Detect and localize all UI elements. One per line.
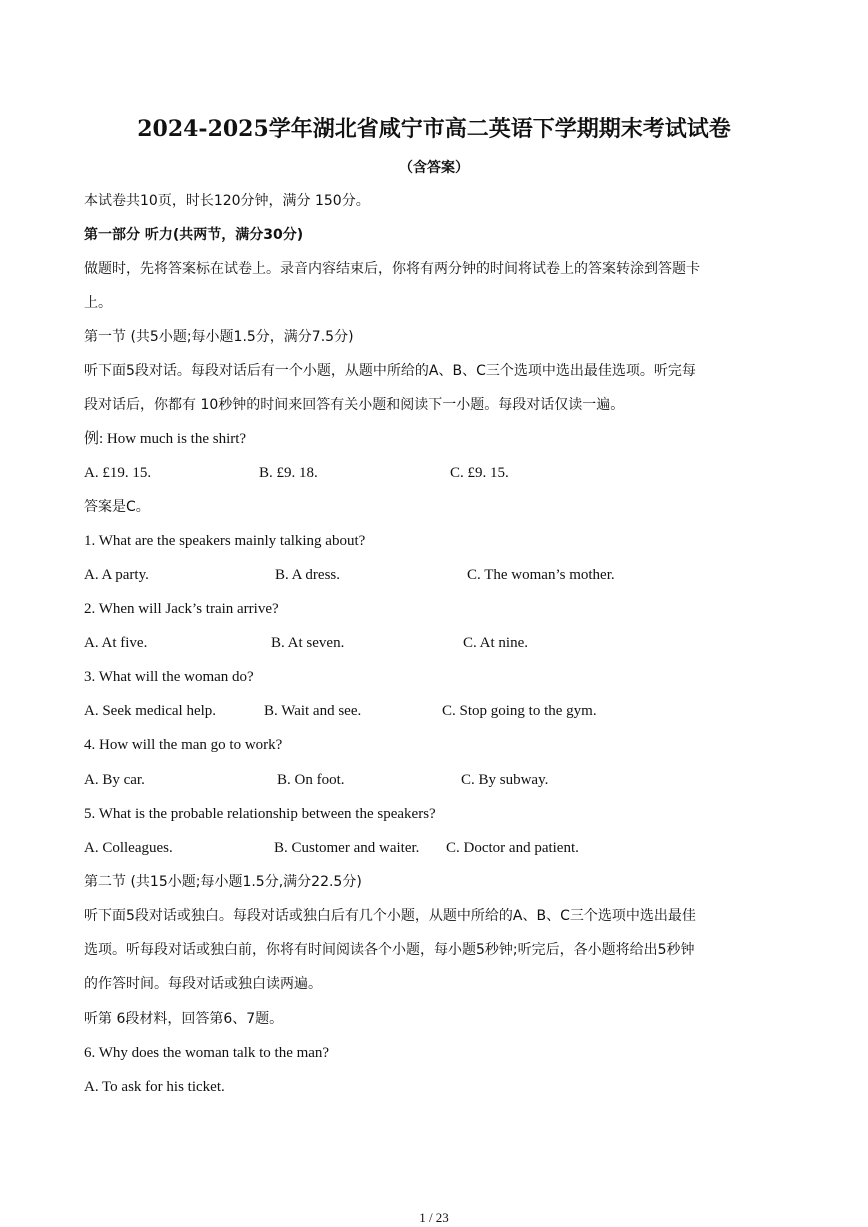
option-b: B. Customer and waiter. (274, 840, 420, 856)
option-a: A. At five. (84, 635, 148, 651)
question-3-options (84, 702, 784, 720)
option-b: B. At seven. (271, 635, 345, 651)
question-6: 6. Why does the woman talk to the man? (84, 1045, 330, 1061)
exam-subtitle: （含答案） (399, 160, 469, 176)
example-question: 例: How much is the shirt? (84, 431, 247, 447)
option-a: A. Seek medical help. (84, 703, 217, 719)
section2-instruction-line2: 选项。听每段对话或独白前，你将有时间阅读各个小题，每小题5秒钟;听完后，各小题将给出5秒钟 (84, 942, 695, 958)
section2-instruction-line1: 听下面5段对话或独白。每段对话或独白后有几个小题，从题中所给的A、B、C三个选项中选出最佳 (84, 908, 696, 924)
option-c: C. £9. 15. (450, 465, 509, 481)
option-c: C. Stop going to the gym. (442, 703, 597, 719)
material-note: 听第 6段材料，回答第6、7题。 (84, 1011, 284, 1027)
question-5-options (84, 839, 784, 857)
option-b: B. A dress. (275, 567, 341, 583)
part1-instruction-line2: 上。 (84, 295, 112, 311)
example-options (84, 464, 784, 482)
question-1: 1. What are the speakers mainly talking about? (84, 533, 366, 549)
question-6-option-a: A. To ask for his ticket. (84, 1079, 225, 1095)
section2-heading: 第二节 (共15小题;每小题1.5分,满分22.5分) (84, 874, 362, 890)
question-4: 4. How will the man go to work? (84, 737, 283, 753)
exam-intro: 本试卷共10页，时长120分钟，满分 150分。 (84, 193, 370, 209)
option-c: C. Doctor and patient. (446, 840, 579, 856)
question-5: 5. What is the probable relationship between the speakers? (84, 806, 436, 822)
section1-instruction-line2: 段对话后，你都有 10秒钟的时间来回答有关小题和阅读下一小题。每段对话仅读一遍。 (84, 397, 625, 413)
question-1-options (84, 566, 784, 584)
option-b: B. On foot. (277, 772, 345, 788)
option-a: A. By car. (84, 772, 145, 788)
option-c: C. By subway. (461, 772, 549, 788)
question-4-options (84, 771, 784, 789)
question-2: 2. When will Jack’s train arrive? (84, 601, 279, 617)
option-c: C. At nine. (463, 635, 529, 651)
part1-instruction-line1: 做题时，先将答案标在试卷上。录音内容结束后，你将有两分钟的时间将试卷上的答案转涂到答题卡 (84, 261, 700, 277)
part1-heading: 第一部分 听力(共两节，满分30分) (84, 227, 304, 243)
section2-instruction-line3: 的作答时间。每段对话或独白读两遍。 (84, 976, 322, 992)
option-c: C. The woman’s mother. (467, 567, 615, 583)
question-2-options (84, 634, 784, 652)
section1-instruction-line1: 听下面5段对话。每段对话后有一个小题，从题中所给的A、B、C三个选项中选出最佳选项。听完每 (84, 363, 696, 379)
option-a: A. Colleagues. (84, 840, 173, 856)
exam-title: 2024-2025学年湖北省咸宁市高二英语下学期期末考试试卷 (137, 116, 731, 142)
option-b: B. Wait and see. (264, 703, 362, 719)
option-b: B. £9. 18. (259, 465, 318, 481)
option-a: A. £19. 15. (84, 465, 152, 481)
question-3: 3. What will the woman do? (84, 669, 254, 685)
option-a: A. A party. (84, 567, 149, 583)
example-answer: 答案是C。 (84, 499, 150, 515)
section1-heading: 第一节 (共5小题;每小题1.5分，满分7.5分) (84, 329, 354, 345)
page-number: 1 / 23 (419, 1210, 449, 1225)
